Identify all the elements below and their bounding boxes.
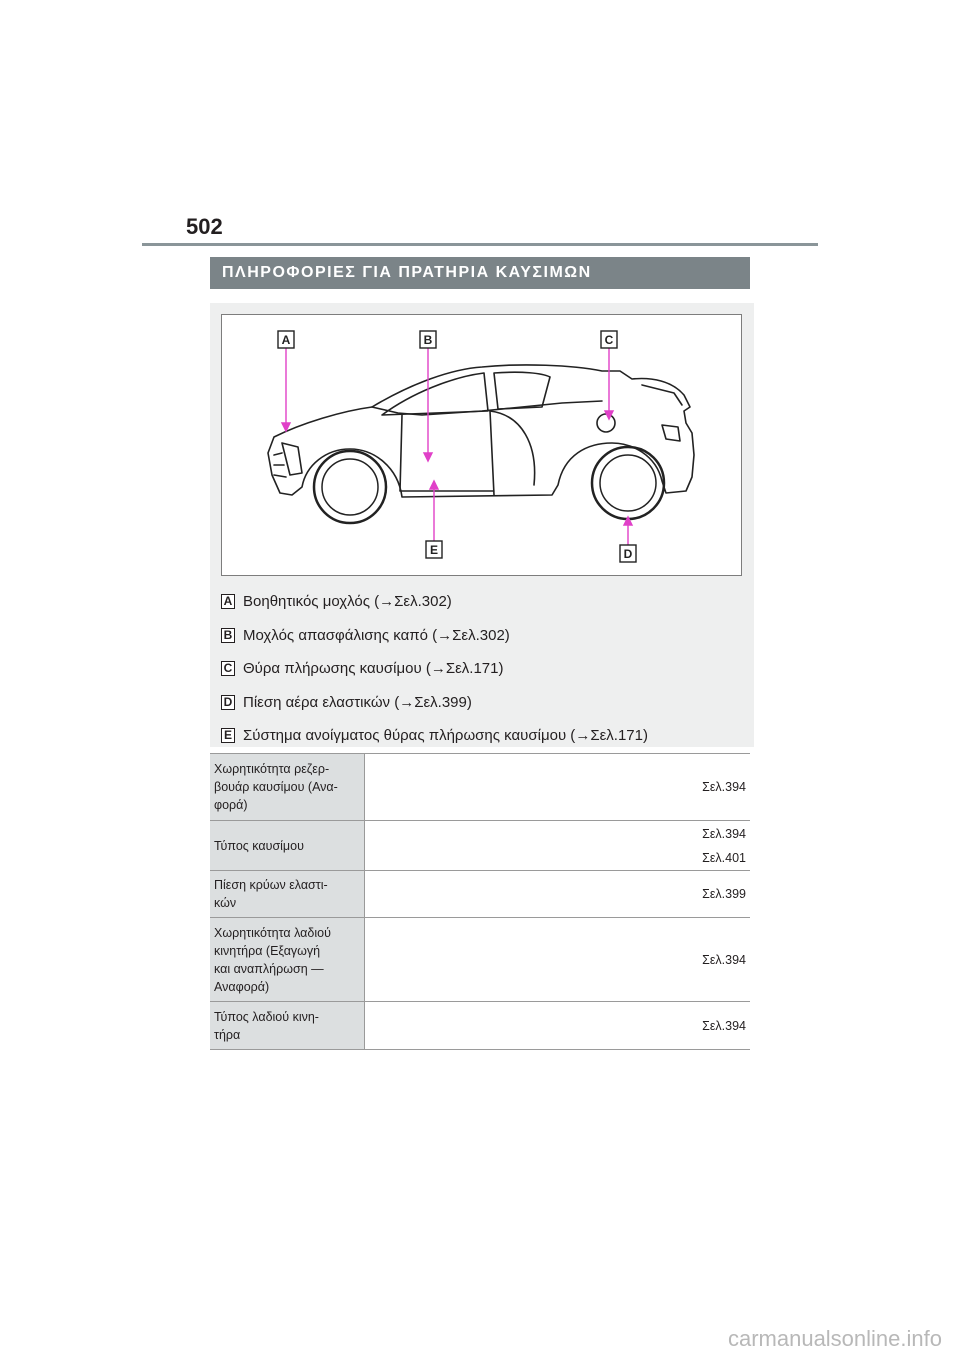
table-row (210, 1002, 750, 1050)
table-row (210, 918, 750, 1002)
legend-page-ref[interactable]: Σελ.171) (445, 660, 504, 678)
legend-arrow: → (437, 626, 453, 644)
label-line: Χωρητικότητα ρεζερ- (214, 762, 330, 776)
label-line: Τύπος καυσίμου (214, 838, 304, 853)
front-window (382, 373, 488, 415)
legend-text: Βοηθητικός μοχλός ( (243, 593, 380, 611)
watermark: carmanualsonline.info (727, 1326, 942, 1351)
car-illustration (221, 314, 742, 576)
front-intake (282, 443, 302, 475)
rear-lamp (662, 425, 680, 441)
legend-arrow: → (575, 727, 591, 745)
row-label (210, 754, 365, 821)
legend-text: Θύρα πλήρωσης καυσίμου ( (243, 660, 431, 678)
callout-arrowhead-b (424, 453, 432, 461)
callout-label-a: A (281, 333, 291, 347)
page-ref[interactable]: Σελ.394 (702, 1018, 746, 1033)
label-line: κινητήρα (Εξαγωγή (214, 943, 321, 958)
legend-key: A (221, 594, 235, 609)
legend-key: E (221, 728, 235, 743)
rear-wheel-rim (600, 455, 656, 511)
rear-window (494, 372, 550, 409)
page-ref[interactable]: Σελ.394 (702, 780, 746, 794)
row-refs (365, 918, 751, 1002)
label-line: κών (214, 896, 237, 910)
row-label (210, 871, 365, 918)
page-ref[interactable]: Σελ.401 (702, 850, 746, 865)
legend-item-a (221, 585, 751, 619)
front-wheel (314, 451, 386, 523)
grille-lines (274, 453, 286, 477)
callout-legend (221, 585, 751, 753)
row-refs (365, 871, 751, 918)
door-outline (400, 411, 494, 495)
legend-key: B (221, 628, 235, 643)
car-side-view (222, 315, 743, 577)
callout-arrowhead-e (430, 481, 438, 489)
label-line: φορά) (214, 798, 248, 812)
legend-arrow: → (430, 660, 446, 678)
callout-label-d: D (623, 547, 633, 561)
legend-item-c (221, 652, 751, 686)
section-title: ΠΛΗΡΟΦΟΡΙΕΣ ΓΙΑ ΠΡΑΤΗΡΙΑ ΚΑΥΣΙΜΩΝ (210, 257, 750, 289)
legend-key: C (221, 661, 235, 676)
legend-text: Πίεση αέρα ελαστικών ( (243, 693, 400, 711)
legend-item-e (221, 719, 751, 753)
legend-page-ref[interactable]: Σελ.302) (394, 593, 452, 611)
callout-label-b: B (423, 333, 433, 347)
page-ref[interactable]: Σελ.394 (702, 952, 746, 967)
label-line: Χωρητικότητα λαδιού (214, 925, 331, 940)
label-line: Αναφορά) (214, 979, 270, 994)
rear-wheel (592, 447, 664, 519)
row-refs (365, 1002, 751, 1050)
table-row (210, 871, 750, 918)
label-line: βουάρ καυσίμου (Ανα- (214, 780, 338, 794)
row-label (210, 1002, 365, 1050)
callout-label-e: E (429, 543, 439, 557)
legend-arrow: → (379, 593, 395, 611)
table-row (210, 754, 750, 821)
label-line: Πίεση κρύων ελαστι- (214, 878, 328, 892)
rear-door-line (490, 411, 535, 485)
label-line: και αναπλήρωση — (214, 961, 324, 976)
callout-arrowhead-c (605, 411, 613, 419)
page-ref[interactable]: Σελ.399 (702, 887, 746, 901)
legend-key: D (221, 695, 235, 710)
legend-item-d (221, 686, 751, 720)
callout-label-c: C (604, 333, 614, 347)
legend-page-ref[interactable]: Σελ.302) (452, 626, 510, 644)
row-refs (365, 754, 751, 821)
front-wheel-rim (322, 459, 378, 515)
top-rule (142, 243, 818, 246)
legend-page-ref[interactable]: Σελ.171) (590, 727, 648, 745)
legend-page-ref[interactable]: Σελ.399) (414, 693, 472, 711)
car-body-outline (268, 365, 694, 497)
row-label (210, 821, 365, 871)
callout-labels (278, 331, 636, 562)
row-label (210, 918, 365, 1002)
fuel-door-flap (597, 414, 615, 432)
label-line: τήρα (214, 1027, 241, 1042)
reference-table (210, 753, 750, 1050)
legend-item-b (221, 619, 751, 653)
page-number: 502 (186, 214, 223, 239)
legend-text: Σύστημα ανοίγματος θύρας πλήρωσης καυσίμου ( (243, 727, 576, 745)
page-ref[interactable]: Σελ.394 (702, 826, 746, 841)
row-refs (365, 821, 751, 871)
label-line: Τύπος λαδιού κινη- (214, 1009, 319, 1024)
legend-text: Μοχλός απασφάλισης καπό ( (243, 626, 438, 644)
legend-arrow: → (399, 693, 415, 711)
table-row (210, 821, 750, 871)
